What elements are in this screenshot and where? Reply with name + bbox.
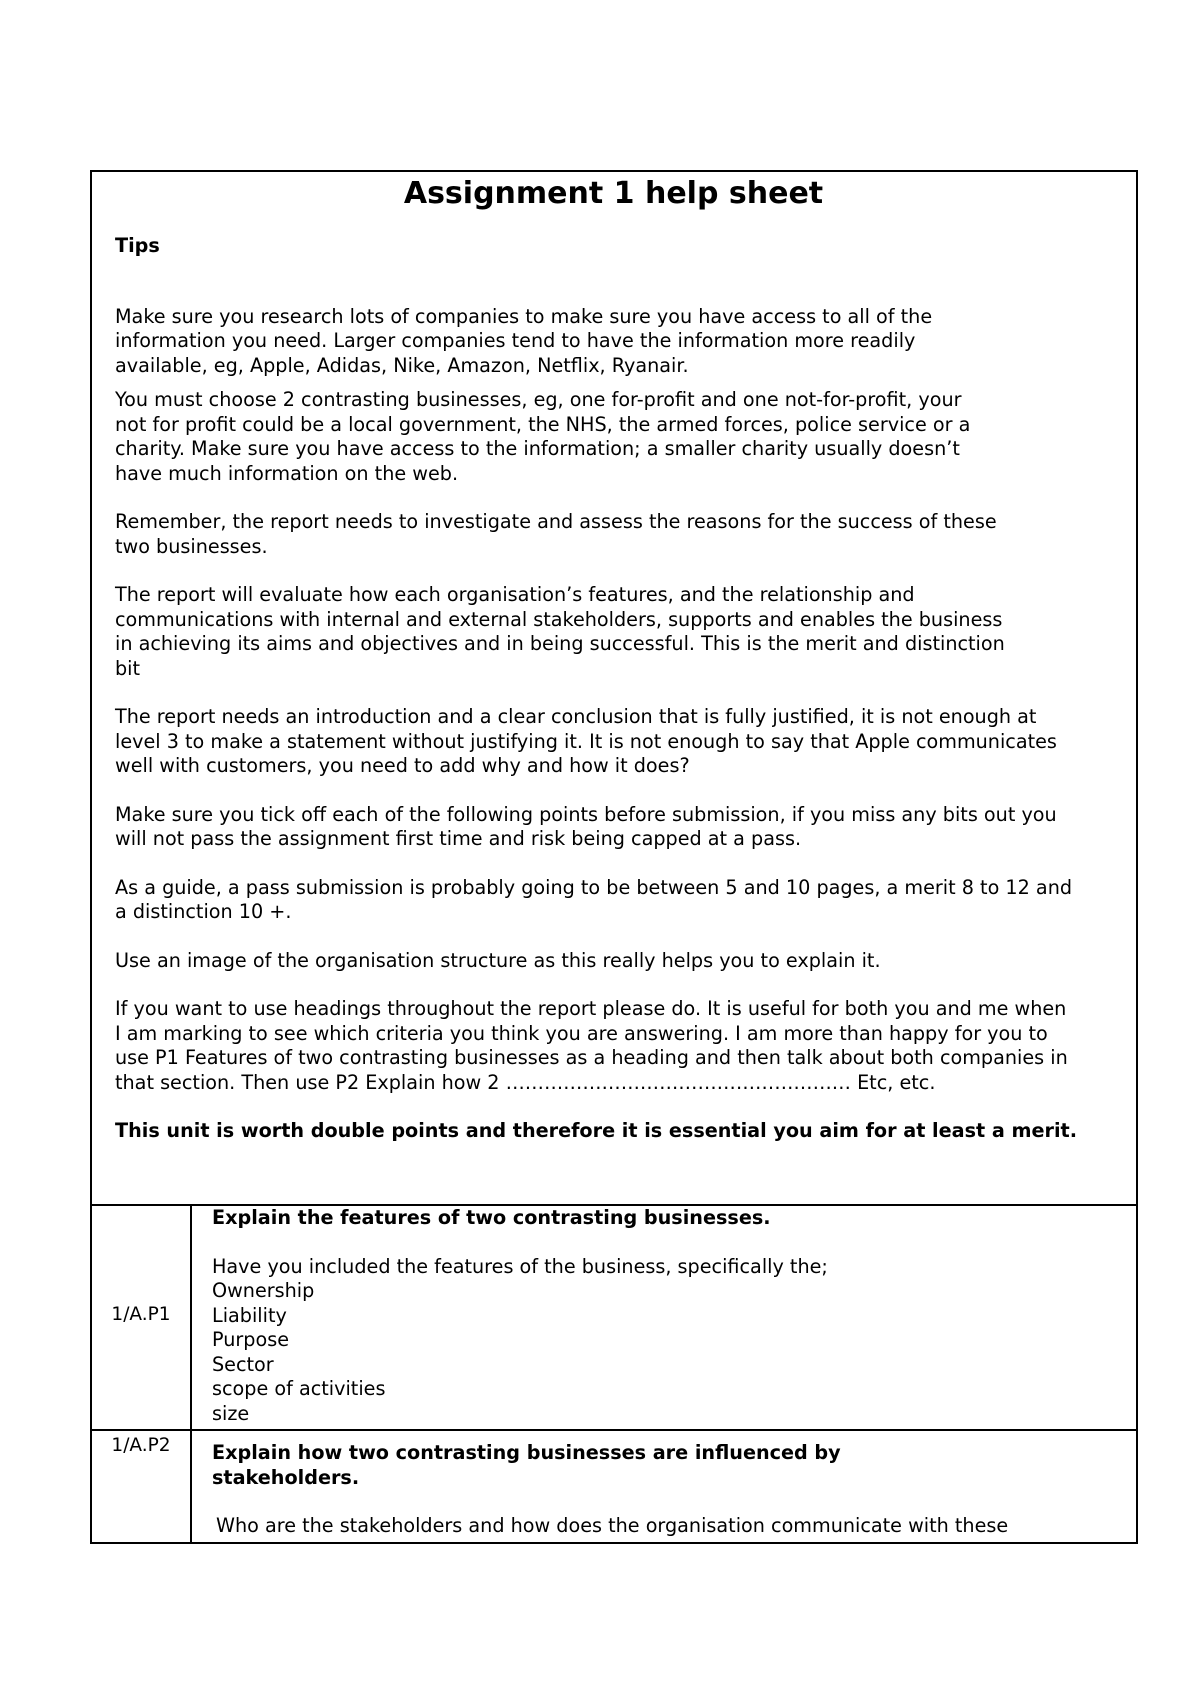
criteria-code-cell: [92, 1431, 192, 1542]
tip-paragraph-headings: If you want to use headings throughout the report please do. It is useful for both you and me when I am marking to see which criteria you think you are answering. I am more than happy for you to use P1 Features of two contrasting businesses as a heading and then talk about both companies in that section. Then use P2 Explain how 2 ……………………………………………… Etc, etc.: [115, 997, 1068, 1094]
criteria-feature-list: [212, 1279, 1130, 1426]
tip-paragraph-evaluate: The report will evaluate how each organisation’s features, and the relationship and communications with internal and external stakeholders, supports and enables the business in achieving its aims and objectives and in being successful. This is the merit and distinction bit: [115, 583, 1005, 680]
tips-cell: [92, 176, 1136, 1206]
criteria-intro: Who are the stakeholders and how does the organisation communicate with these: [216, 1514, 1009, 1537]
tip-paragraph-choose: You must choose 2 contrasting businesses, eg, one for-profit and one not-for-profit, your not for profit could be a local government, the NHS, the armed forces, police service or a charity. Make sure you have access to the information; a smaller charity usually doesn’t have much information on the web.: [115, 388, 971, 485]
help-sheet-table: [90, 170, 1138, 1544]
tip-paragraph-remember: Remember, the report needs to investigate and assess the reasons for the success of these two businesses.: [115, 510, 997, 558]
criteria-code: 1/A.P1: [111, 1304, 171, 1325]
criteria-intro: Have you included the features of the business, specifically the;: [212, 1254, 828, 1278]
list-item: Purpose: [212, 1328, 290, 1351]
criteria-row-p2: [92, 1431, 1136, 1542]
tip-paragraph-tick-off: Make sure you tick off each of the following points before submission, if you miss any bits out you will not pass the assignment first time and risk being capped at a pass.: [115, 802, 1057, 850]
criteria-content-cell: [192, 1206, 1136, 1429]
list-item: scope of activities: [212, 1377, 386, 1400]
criteria-code-cell: [92, 1206, 192, 1429]
list-item: Ownership: [212, 1279, 315, 1302]
criteria-row-p1: [92, 1206, 1136, 1431]
tip-paragraph-guide: As a guide, a pass submission is probably going to be between 5 and 10 pages, a merit 8 to 12 and a distinction 10 +.: [115, 875, 1073, 923]
list-item: size: [212, 1401, 250, 1425]
tips-heading: Tips: [115, 234, 160, 257]
final-note: This unit is worth double points and therefore it is essential you aim for at least a merit.: [115, 1119, 1078, 1142]
tip-paragraph-research: Make sure you research lots of companies to make sure you have access to all of the information you need. Larger companies tend to have the information more readily available, eg, Apple, Adidas, Nike, Amazon, Netflix, Ryanair.: [115, 304, 933, 377]
list-item: Liability: [212, 1303, 287, 1327]
criteria-heading: Explain the features of two contrasting businesses.: [212, 1206, 771, 1229]
criteria-code: 1/A.P2: [111, 1435, 171, 1456]
page-title: Assignment 1 help sheet: [403, 176, 824, 211]
tip-paragraph-image: Use an image of the organisation structure as this really helps you to explain it.: [115, 948, 881, 972]
criteria-heading: Explain how two contrasting businesses are influenced by stakeholders.: [212, 1441, 841, 1489]
list-item: Sector: [212, 1352, 274, 1376]
criteria-content-cell: [192, 1431, 1136, 1542]
tip-paragraph-conclusion: The report needs an introduction and a clear conclusion that is fully justified, it is not enough at level 3 to make a statement without justifying it. It is not enough to say that Apple communicates well with customers, you need to add why and how it does?: [115, 705, 1057, 777]
